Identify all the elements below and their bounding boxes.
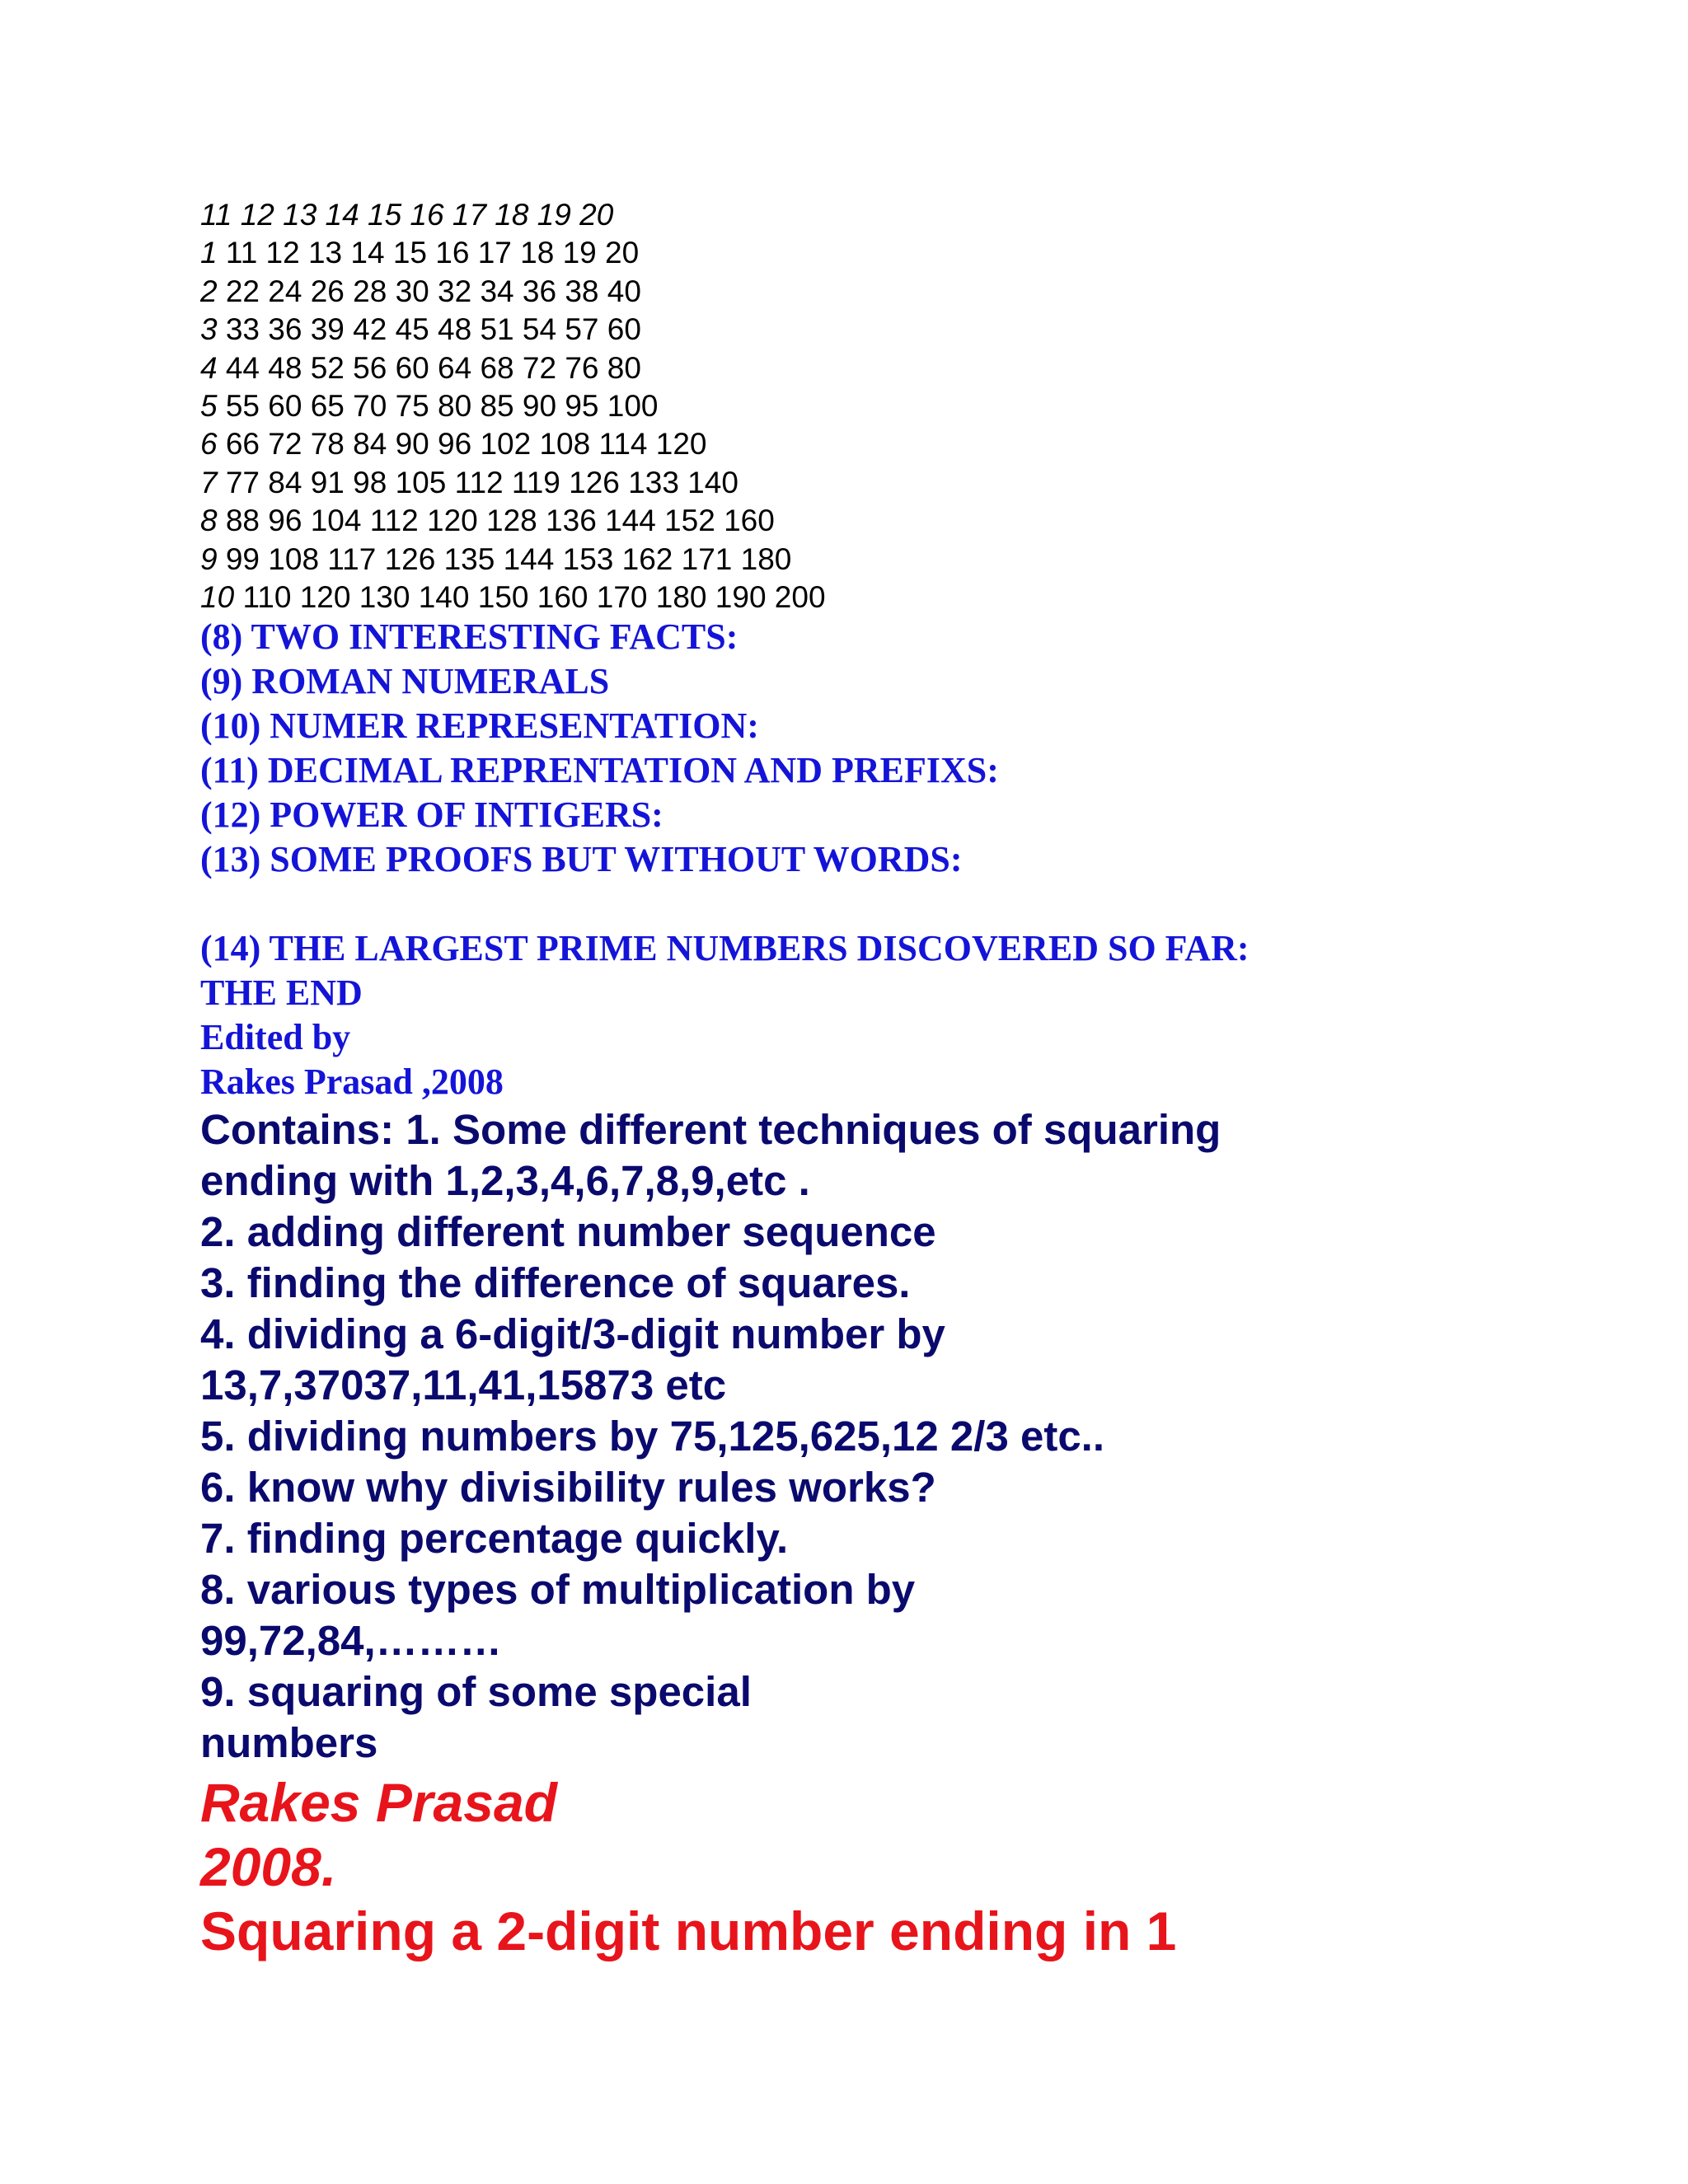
contents-line: 4. dividing a 6-digit/3-digit number by — [200, 1310, 945, 1358]
multiplication-table — [200, 196, 1618, 616]
table-row — [200, 541, 1618, 579]
row-label: 1 — [200, 236, 218, 270]
row-label: 5 — [200, 389, 218, 424]
row-values: 88 96 104 112 120 128 136 144 152 160 — [225, 504, 775, 538]
row-label: 9 — [200, 541, 218, 576]
row-label: 4 — [200, 350, 218, 385]
heading-roman-numerals: (9) ROMAN NUMERALS — [200, 661, 610, 702]
table-row — [200, 425, 1618, 463]
row-label: 8 — [200, 504, 218, 538]
contents-line: numbers — [200, 1719, 378, 1767]
row-values: 55 60 65 70 75 80 85 90 95 100 — [225, 389, 659, 424]
row-values: 110 120 130 140 150 160 170 180 190 200 — [242, 580, 826, 615]
contents-line: 99,72,84,……… — [200, 1617, 502, 1665]
contents-line: Contains: 1. Some different techniques of squaring — [200, 1106, 1221, 1154]
the-end-text: THE END — [200, 972, 363, 1014]
contents-line: 8. various types of multiplication by — [200, 1566, 916, 1614]
footer-block — [200, 1770, 1618, 1963]
row-values: 66 72 78 84 90 96 102 108 114 120 — [225, 427, 707, 462]
table-row — [200, 464, 1618, 502]
contents-line: 6. know why divisibility rules works? — [200, 1464, 936, 1511]
row-values: 77 84 91 98 105 112 119 126 133 140 — [225, 465, 738, 499]
editor-name: Rakes Prasad ,2008 — [200, 1062, 504, 1103]
row-label: 6 — [200, 427, 218, 462]
heading-power-of-integers: (12) POWER OF INTIGERS: — [200, 794, 663, 836]
contents-list — [200, 1104, 1618, 1769]
contents-line: 7. finding percentage quickly. — [200, 1515, 789, 1563]
heading-largest-primes: (14) THE LARGEST PRIME NUMBERS DISCOVERED SO FAR: — [200, 928, 1250, 969]
contents-line: 13,7,37037,11,41,15873 etc — [200, 1361, 727, 1409]
table-row — [200, 234, 1618, 272]
contents-line: ending with 1,2,3,4,6,7,8,9,etc . — [200, 1157, 810, 1205]
row-label: 3 — [200, 312, 218, 347]
heading-decimal-representation: (11) DECIMAL REPRENTATION AND PREFIXS: — [200, 750, 999, 791]
row-values: 11 12 13 14 15 16 17 18 19 20 — [225, 236, 640, 270]
table-row — [200, 387, 1618, 425]
contents-line: 2. adding different number sequence — [200, 1208, 936, 1256]
table-row — [200, 311, 1618, 349]
table-row — [200, 349, 1618, 387]
table-header-row: 11 12 13 14 15 16 17 18 19 20 — [200, 198, 614, 232]
contents-line: 5. dividing numbers by 75,125,625,12 2/3 etc.. — [200, 1413, 1105, 1460]
row-values: 33 36 39 42 45 48 51 54 57 60 — [225, 312, 641, 347]
author-year: 2008. — [200, 1836, 337, 1898]
page-content — [200, 196, 1618, 1963]
table-row — [200, 273, 1618, 311]
row-label: 2 — [200, 274, 218, 308]
section-title: Squaring a 2-digit number ending in 1 — [200, 1900, 1177, 1962]
section-headings — [200, 615, 1618, 1104]
heading-proofs-without-words: (13) SOME PROOFS BUT WITHOUT WORDS: — [200, 839, 963, 880]
spacer — [200, 882, 1618, 926]
contents-line: 3. finding the difference of squares. — [200, 1259, 911, 1307]
contents-line: 9. squaring of some special — [200, 1668, 752, 1716]
row-values: 22 24 26 28 30 32 34 36 38 40 — [225, 274, 641, 308]
row-label: 10 — [200, 580, 235, 615]
heading-number-representation: (10) NUMER REPRESENTATION: — [200, 705, 759, 747]
edited-by-text: Edited by — [200, 1017, 351, 1058]
row-label: 7 — [200, 465, 218, 499]
table-row — [200, 502, 1618, 540]
heading-two-interesting-facts: (8) TWO INTERESTING FACTS: — [200, 616, 738, 658]
author-name: Rakes Prasad — [200, 1772, 557, 1834]
row-values: 99 108 117 126 135 144 153 162 171 180 — [225, 541, 792, 576]
row-values: 44 48 52 56 60 64 68 72 76 80 — [225, 350, 641, 385]
table-row — [200, 579, 1618, 616]
